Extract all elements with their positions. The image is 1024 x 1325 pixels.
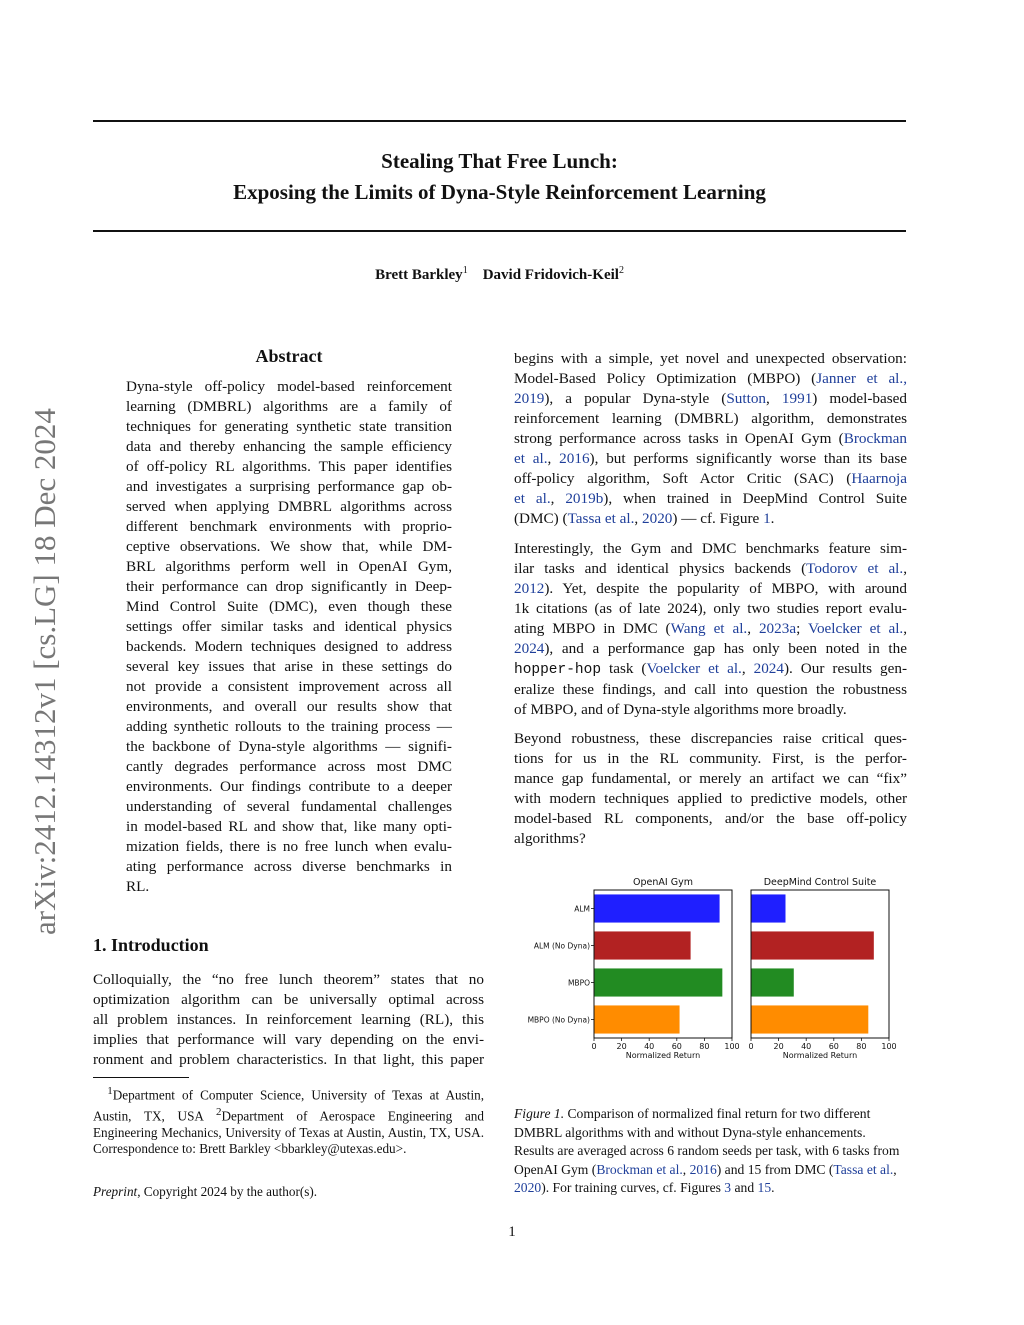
citation-link[interactable]: Wang et al. — [670, 620, 748, 637]
text-line: settings offer similar tasks and identical physics — [126, 618, 452, 635]
text-line: cantly degrades performance across most DMC — [126, 758, 452, 775]
footnote-affil-2: Department of Aerospace Engineering and Engineering Mechanics, University of Texas at Austin, Austin, TX, USA. Correspondence to: Brett Barkley <bbarkley@utexas.edu>. — [93, 1108, 484, 1157]
citation-link[interactable]: 2016 — [689, 1161, 717, 1177]
text-line: adding synthetic rollouts to the training process — — [126, 718, 452, 735]
citation-link[interactable]: 2024 — [753, 660, 784, 677]
text-line: et al., 2019b), when trained in DeepMind Control Suite — [514, 490, 908, 507]
citation-link[interactable]: 2024 — [514, 640, 545, 657]
text-line: environments, and overall our results show that — [126, 698, 452, 715]
title-bottom-rule — [93, 230, 906, 232]
text-line: optimization algorithm can be universally optimal across — [93, 991, 484, 1008]
page-number: 1 — [508, 1224, 516, 1240]
figure-ref-link[interactable]: 1 — [763, 510, 771, 527]
x-tick-label: 0 — [748, 1042, 754, 1051]
text-line: several key issues that arise in these settings do — [126, 658, 452, 675]
bar-1-1 — [751, 931, 874, 959]
text-line: learning (DMBRL) algorithms are a family of — [126, 398, 452, 415]
author-2-affil: 2 — [618, 265, 624, 276]
text-line: algorithms? — [514, 830, 586, 847]
citation-link[interactable]: et al. — [514, 490, 551, 507]
text-line: ating MBPO in DMC (Wang et al., 2023a; Voelcker et al., — [514, 620, 908, 637]
text-line: of off-policy RL algorithms. This paper identifies — [126, 458, 452, 475]
author-2: David Fridovich-Keil — [482, 267, 619, 283]
text-line: backends. Modern techniques designed to address — [126, 638, 452, 655]
figure-1-svg — [514, 870, 909, 1060]
x-tick-label: 20 — [616, 1042, 627, 1051]
y-tick-label: ALM — [574, 904, 590, 914]
citation-link[interactable]: 2019 — [514, 390, 545, 407]
citation-link[interactable]: 1991 — [781, 390, 813, 407]
citation-link[interactable]: Brockman et al. — [596, 1161, 683, 1177]
text-line: 2019), a popular Dyna-style (Sutton, 1991) model-based — [514, 390, 908, 407]
x-axis-label: Normalized Return — [625, 1051, 701, 1060]
abstract-body — [126, 377, 452, 897]
text-line: reinforcement learning (DMBRL) algorithm, demonstrates — [514, 410, 907, 427]
text-line: 1k citations (as of late 2024), only two studies report evalu- — [514, 600, 907, 617]
author-1-affil: 1 — [462, 265, 468, 276]
figure-ref-link[interactable]: 3 — [724, 1180, 732, 1195]
text-line: and investigates a surprising performance gap ob- — [126, 478, 452, 495]
panel-title: OpenAI Gym — [633, 877, 693, 888]
preprint-label: Preprint — [93, 1184, 138, 1199]
panel-title: DeepMind Control Suite — [763, 877, 877, 888]
figure-1-chart — [514, 870, 909, 1060]
citation-link[interactable]: Voelcker et al. — [646, 660, 742, 677]
citation-link[interactable]: et al. — [514, 450, 548, 467]
text-line: Beyond robustness, these discrepancies raise critical ques- — [514, 730, 907, 747]
author-1: Brett Barkley — [375, 267, 463, 283]
x-tick-label: 20 — [773, 1042, 784, 1051]
preprint-notice — [93, 1184, 484, 1201]
text-line: understanding of several fundamental challenges — [126, 798, 452, 815]
abstract-heading: Abstract — [255, 346, 323, 366]
x-axis-label: Normalized Return — [782, 1051, 858, 1060]
citation-link[interactable]: Todorov et al. — [806, 560, 904, 577]
bar-0-0 — [594, 894, 720, 922]
right-paragraph-2 — [514, 539, 907, 720]
x-tick-label: 100 — [724, 1042, 740, 1051]
text-line: of MBPO, and of Dyna-style algorithms more broadly. — [514, 701, 847, 718]
bar-1-0 — [751, 894, 786, 922]
citation-link[interactable]: Tassa et al. — [567, 510, 635, 527]
figure-ref-link[interactable]: 15 — [757, 1180, 772, 1195]
text-line: Interestingly, the Gym and DMC benchmarks feature sim- — [514, 540, 907, 557]
x-tick-label: 60 — [671, 1042, 682, 1051]
citation-link[interactable]: 2020 — [642, 510, 673, 527]
text-line: environments. Our findings contribute to a deeper — [126, 778, 452, 795]
bar-1-3 — [751, 1005, 868, 1033]
footnote-sup-1: 1 — [107, 1085, 113, 1097]
text-line: begins with a simple, yet novel and unexpected observation: — [514, 350, 907, 367]
bar-0-3 — [594, 1005, 680, 1033]
paper-title-line-2: Exposing the Limits of Dyna-Style Reinforcement Learning — [233, 180, 766, 204]
text-line: techniques for generating synthetic state transition — [126, 418, 452, 435]
x-tick-label: 60 — [828, 1042, 839, 1051]
copyright-text: , Copyright 2024 by the author(s). — [137, 1184, 318, 1199]
citation-link[interactable]: Brockman — [843, 430, 907, 447]
x-tick-label: 80 — [856, 1042, 867, 1051]
text-line: 2024), and a performance gap has only been noted in the — [514, 640, 907, 657]
text-line: served when applying DMBRL algorithms across — [126, 498, 452, 515]
citation-link[interactable]: 2019b — [565, 490, 604, 507]
footnote-sup-2: 2 — [215, 1105, 222, 1118]
text-line: Dyna-style off-policy model-based reinforcement — [126, 378, 452, 395]
title-top-rule — [93, 120, 906, 122]
text-line: ating performance across diverse benchmarks in — [126, 858, 452, 875]
text-line: different benchmark environments with proprio- — [126, 518, 452, 535]
text-line: 2012). Yet, despite the popularity of MBPO, with around — [514, 580, 907, 597]
text-line: eralize these findings, and call into question the robustness — [514, 681, 907, 698]
footnote-affiliations — [93, 1083, 484, 1158]
bar-0-1 — [594, 931, 691, 959]
x-tick-label: 80 — [699, 1042, 710, 1051]
citation-link[interactable]: 2016 — [559, 450, 590, 467]
y-tick-label: MBPO (No Dyna) — [527, 1015, 590, 1025]
x-tick-label: 0 — [591, 1042, 597, 1051]
x-tick-label: 100 — [881, 1042, 897, 1051]
text-line: with modern techniques applied to predictive models, other — [514, 790, 907, 807]
text-line: model-based RL components, and/or the base off-policy — [514, 810, 907, 827]
task-name-code: hopper-hop — [514, 662, 602, 678]
text-line: Mind Control Suite (DMC), even though these — [126, 598, 452, 615]
text-line: implies that performance will vary depending on the envi- — [93, 1031, 484, 1048]
y-tick-label: MBPO — [567, 978, 590, 988]
footnote-affil-1: Department of Computer Science, University of Texas at Austin, Austin, TX, USA — [93, 1087, 484, 1124]
text-line: tions for us in the RL community. First, is the perfor- — [514, 750, 907, 767]
text-line: ilar tasks and identical physics backends (Todorov et al., — [514, 560, 907, 577]
text-line: BRL algorithms perform well in OpenAI Gym, — [126, 558, 452, 575]
text-line: not provide a consistent improvement across all — [126, 678, 452, 695]
author-list — [93, 265, 906, 284]
text-line: mance gap fundamental, or merely an artifact we can “fix” — [514, 770, 907, 787]
figure-1-caption: Figure 1. Comparison of normalized final return for two different DMBRL algorithms with and without Dyna-style enhancements. Results are averaged across 6 random seeds per task, with 6 tasks from OpenAI Gym (Brockman et al., 2016) and 15 from DMC (Tassa et al., 2020). For training curves, cf. Figures 3 and 15. — [514, 1106, 900, 1195]
citation-link[interactable]: 2012 — [514, 580, 545, 597]
text-line: data and thereby enhancing the sample efficiency — [126, 438, 452, 455]
citation-link[interactable]: Sutton — [726, 390, 767, 407]
bar-1-2 — [751, 968, 794, 996]
text-line: in model-based RL and show that, like many opti- — [126, 818, 452, 835]
x-tick-label: 40 — [801, 1042, 812, 1051]
text-line: mization fields, there is no free lunch when evalu- — [126, 838, 452, 855]
text-line: all problem instances. In reinforcement learning (RL), this — [93, 1011, 484, 1028]
citation-link[interactable]: Tassa et al. — [833, 1161, 894, 1177]
bar-0-2 — [594, 968, 722, 996]
section-heading-introduction: 1. Introduction — [93, 935, 209, 955]
text-line: Colloquially, the “no free lunch theorem” states that no — [93, 971, 484, 988]
footnote-rule — [93, 1077, 189, 1078]
text-line: the backbone of Dyna-style algorithms — signifi- — [126, 738, 452, 755]
right-paragraph-1 — [514, 349, 907, 529]
citation-link[interactable]: Haarnoja — [851, 470, 907, 487]
arxiv-side-label: arXiv:2412.14312v1 [cs.LG] 18 Dec 2024 — [27, 408, 62, 935]
citation-link[interactable]: 2023a — [758, 620, 797, 637]
text-line: strong performance across tasks in OpenAI Gym (Brockman — [514, 430, 907, 447]
text-line: hopper-hop task (Voelcker et al., 2024). Our results gen- — [514, 660, 907, 678]
text-line: (DMC) (Tassa et al., 2020) — cf. Figure 1. — [514, 510, 775, 527]
text-line: ceptive observations. We show that, while DM- — [126, 538, 452, 555]
caption-label: Figure 1. — [514, 1106, 565, 1121]
y-tick-label: ALM (No Dyna) — [533, 941, 590, 951]
text-line: off-policy algorithm, Soft Actor Critic (SAC) (Haarnoja — [514, 470, 907, 487]
text-line: et al., 2016), but performs significantly worse than its base — [514, 450, 908, 467]
citation-link[interactable]: Janner et al., — [816, 370, 907, 387]
paper-title-line-1: Stealing That Free Lunch: — [381, 149, 618, 173]
text-line: RL. — [126, 878, 150, 895]
text-line: Model-Based Policy Optimization (MBPO) (Janner et al., — [514, 370, 907, 387]
citation-link[interactable]: Voelcker et al. — [807, 620, 904, 637]
text-line: ronment and problem characteristics. In that light, this paper — [93, 1051, 484, 1068]
citation-link[interactable]: 2020 — [514, 1180, 542, 1195]
intro-paragraph — [93, 970, 484, 1070]
text-line: their performance can drop significantly in Deep- — [126, 578, 452, 595]
x-tick-label: 40 — [644, 1042, 655, 1051]
right-paragraph-3 — [514, 729, 907, 849]
